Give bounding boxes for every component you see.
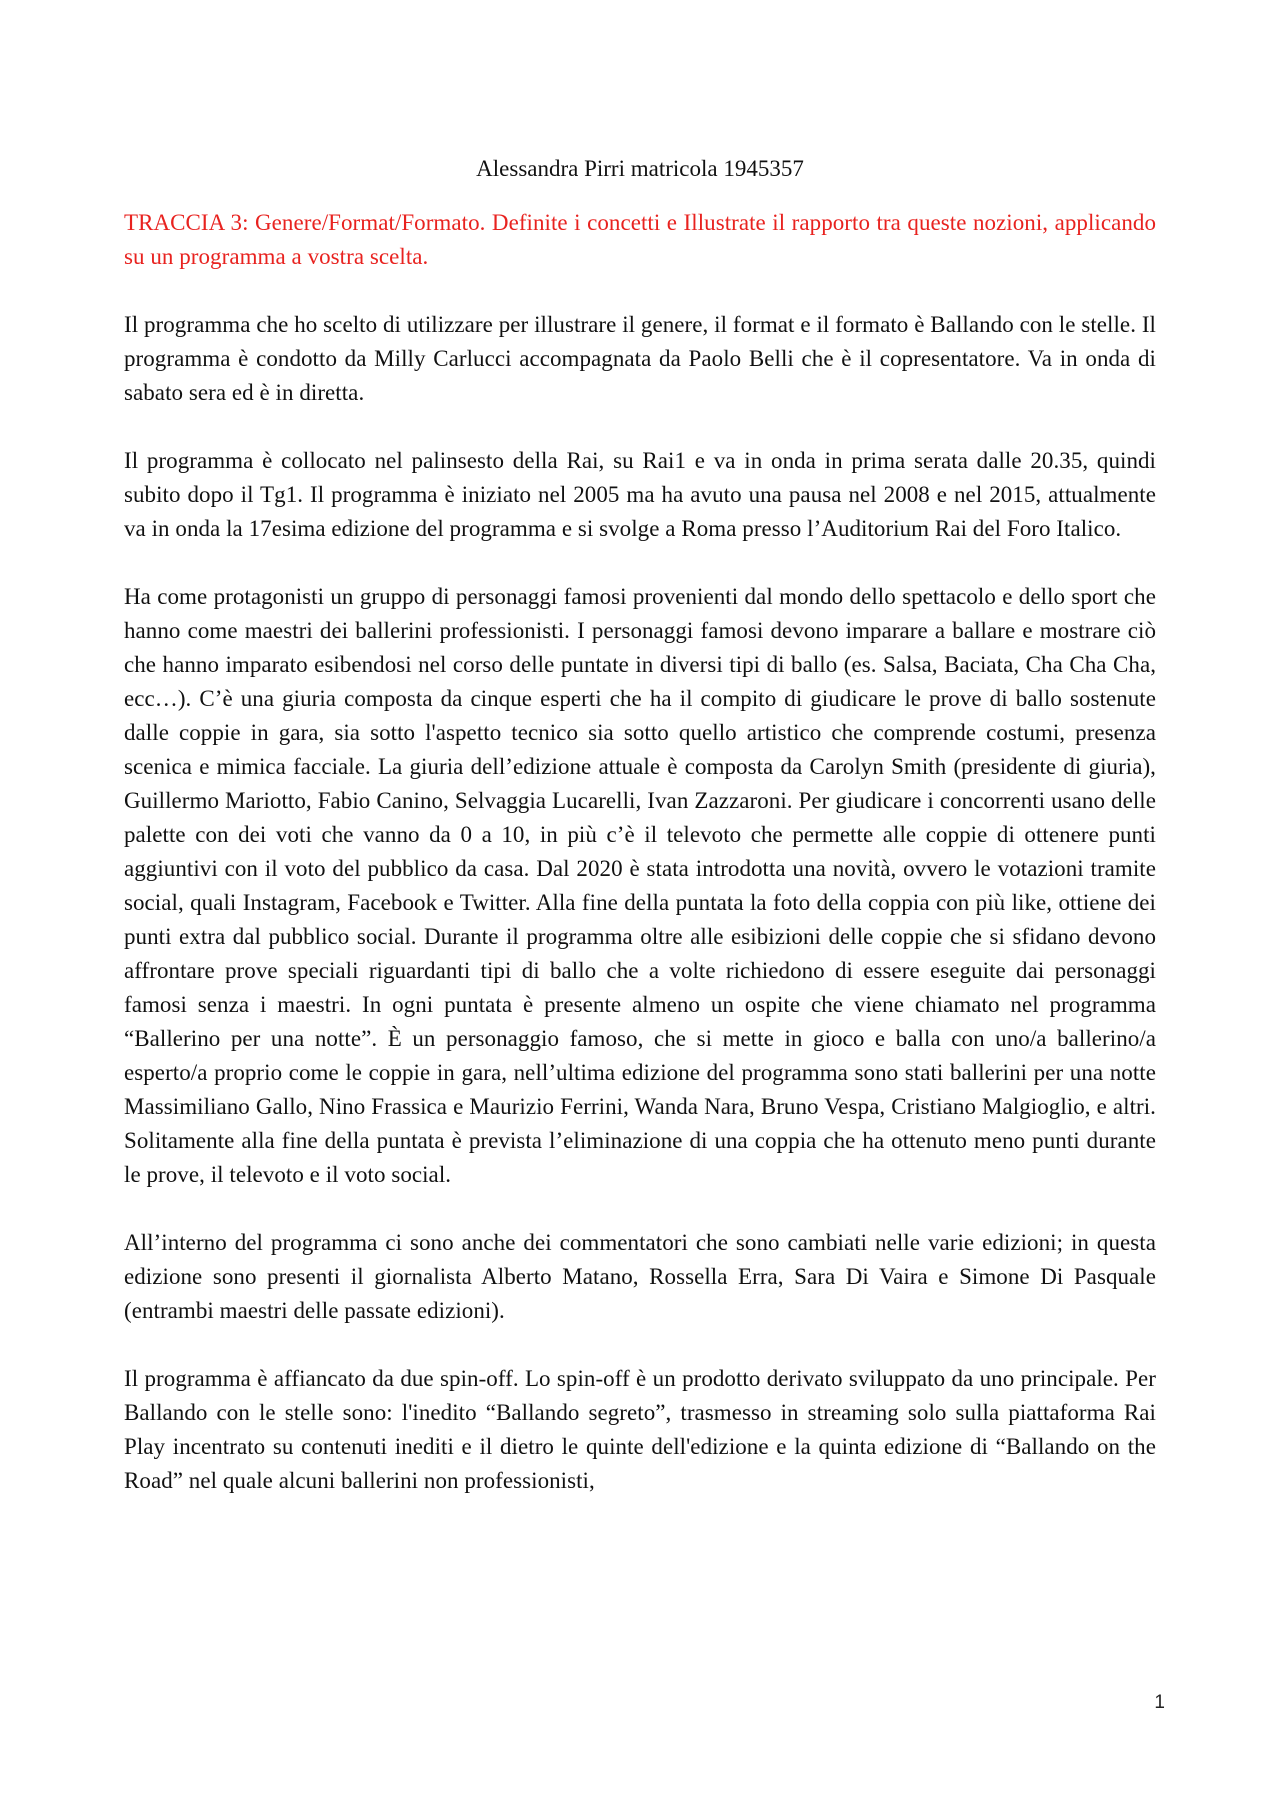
- assignment-prompt: TRACCIA 3: Genere/Format/Formato. Definite i concetti e Illustrate il rapporto tra queste nozioni, applicando su un programma a vostra scelta.: [124, 210, 1156, 269]
- page-number: 1: [1154, 1692, 1165, 1713]
- paragraph-format: Ha come protagonisti un gruppo di personaggi famosi provenienti dal mondo dello spettacolo e dello sport che hanno come maestri dei ballerini professionisti. I personaggi famosi devono imparare a ballare e mostrare ciò che hanno imparato esibendosi nel corso delle puntate in diversi tipi di ballo (es. Salsa, Baciata, Cha Cha Cha, ecc…). C’è una giuria composta da cinque esperti che ha il compito di giudicare le prove di ballo sostenute dalle coppie in gara, sia sotto l'aspetto tecnico sia sotto quello artistico che comprende costumi, presenza scenica e mimica facciale. La giuria dell’edizione attuale è composta da Carolyn Smith (presidente di giuria), Guillermo Mariotto, Fabio Canino, Selvaggia Lucarelli, Ivan Zazzaroni. Per giudicare i concorrenti usano delle palette con dei voti che vanno da 0 a 10, in più c’è il televoto che permette alle coppie di ottenere punti aggiuntivi con il voto del pubblico da casa. Dal 2020 è stata introdotta una novità, ovvero le votazioni tramite social, quali Instagram, Facebook e Twitter. Alla fine della puntata la foto della coppia con più like, ottiene dei punti extra dal pubblico social. Durante il programma oltre alle esibizioni delle coppie che si sfidano devono affrontare prove speciali riguardanti tipi di ballo che a volte richiedono di essere eseguite dai personaggi famosi senza i maestri. In ogni puntata è presente almeno un ospite che viene chiamato nel programma “Ballerino per una notte”. È un personaggio famoso, che si mette in gioco e balla con uno/a ballerino/a esperto/a proprio come le coppie in gara, nell’ultima edizione del programma sono stati ballerini per una notte Massimiliano Gallo, Nino Frassica e Maurizio Ferrini, Wanda Nara, Bruno Vespa, Cristiano Malgioglio, e altri. Solitamente alla fine della puntata è prevista l’eliminazione di una coppia che ha ottenuto meno punti durante le prove, il televoto e il voto social.: [124, 584, 1156, 1187]
- paragraph-schedule: Il programma è collocato nel palinsesto della Rai, su Rai1 e va in onda in prima serata dalle 20.35, quindi subito dopo il Tg1. Il programma è iniziato nel 2005 ma ha avuto una pausa nel 2008 e nel 2015, attualmente va in onda la 17esima edizione del programma e si svolge a Roma presso l’Auditorium Rai del Foro Italico.: [124, 448, 1156, 541]
- paragraph-intro: Il programma che ho scelto di utilizzare per illustrare il genere, il format e il formato è Ballando con le stelle. Il programma è condotto da Milly Carlucci accompagnata da Paolo Belli che è il copresentatore. Va in onda di sabato sera ed è in diretta.: [124, 312, 1156, 405]
- author-line: Alessandra Pirri matricola 1945357: [476, 156, 804, 181]
- document-body: [124, 206, 1156, 1532]
- paragraph-commentators: All’interno del programma ci sono anche dei commentatori che sono cambiati nelle varie edizioni; in questa edizione sono presenti il giornalista Alberto Matano, Rossella Erra, Sara Di Vaira e Simone Di Pasquale (entrambi maestri delle passate edizioni).: [124, 1230, 1156, 1323]
- paragraph-spinoffs: Il programma è affiancato da due spin-off. Lo spin-off è un prodotto derivato sviluppato da uno principale. Per Ballando con le stelle sono: l'inedito “Ballando segreto”, trasmesso in streaming solo sulla piattaforma Rai Play incentrato su contenuti inediti e il dietro le quinte dell'edizione e la quinta edizione di “Ballando on the Road” nel quale alcuni ballerini non professionisti,: [124, 1366, 1156, 1493]
